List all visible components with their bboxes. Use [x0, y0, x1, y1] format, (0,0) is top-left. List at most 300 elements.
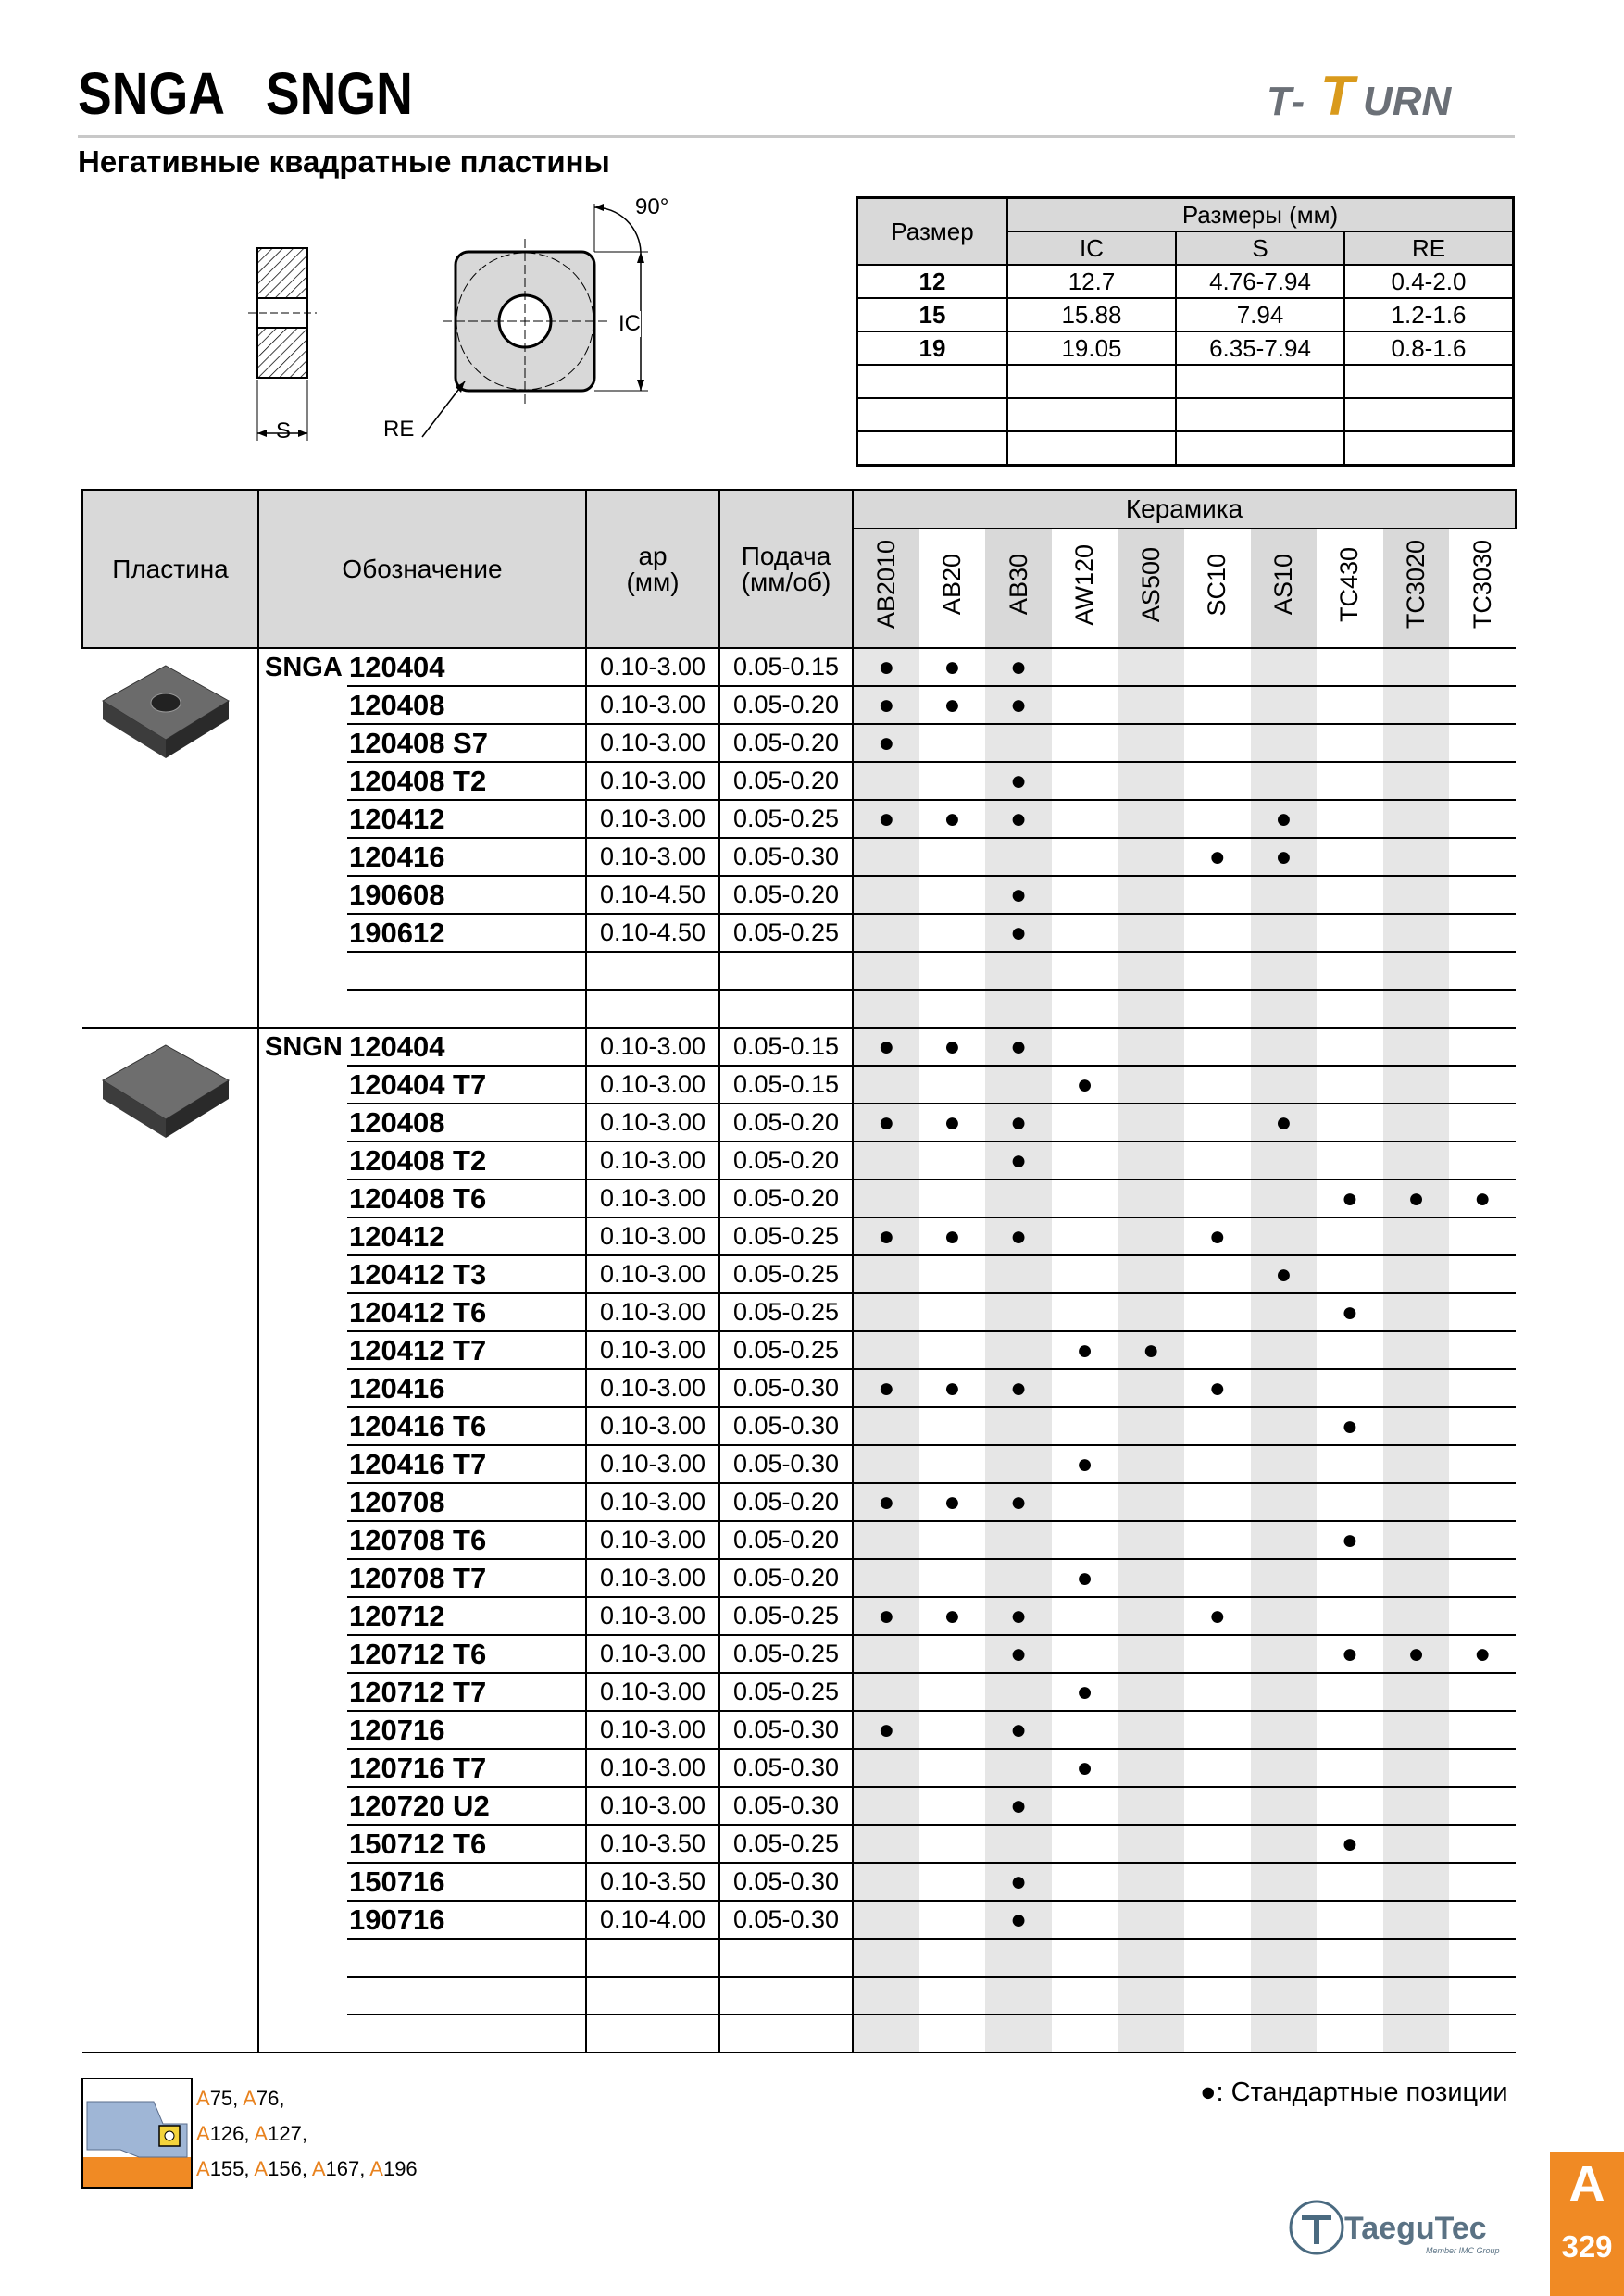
size-table	[856, 196, 1515, 467]
grade-label: AB30	[1004, 554, 1032, 616]
grade-mark-cell	[1052, 1597, 1118, 1635]
grade-mark-cell	[985, 914, 1052, 952]
grade-mark-cell	[1052, 838, 1118, 876]
grade-mark-cell	[985, 1217, 1052, 1255]
page-ref-prefix: A	[254, 2122, 269, 2145]
ap-value: 0.10-3.00	[586, 1217, 719, 1255]
grade-mark-cell	[1052, 1104, 1118, 1142]
grade-mark-cell	[1118, 1028, 1184, 1066]
grade-mark-cell	[919, 686, 986, 724]
ap-value	[586, 2015, 719, 2053]
grade-mark-cell	[1383, 952, 1450, 990]
grade-label: AB2010	[871, 540, 900, 630]
grade-mark-cell	[1251, 1217, 1318, 1255]
standard-mark: ●	[1009, 1486, 1028, 1517]
grade-mark-cell	[1184, 762, 1251, 800]
grade-mark-cell	[1184, 1901, 1251, 1939]
grade-mark-cell	[1251, 914, 1318, 952]
grade-mark-cell	[853, 1104, 919, 1142]
grade-mark-cell	[1052, 1559, 1118, 1597]
grade-mark-cell	[985, 1445, 1052, 1483]
feed-value	[719, 1977, 853, 2015]
grade-mark-cell	[1317, 1977, 1383, 2015]
size-row-empty	[857, 365, 1514, 398]
standard-mark: ●	[1341, 1182, 1359, 1214]
page-references	[196, 2081, 418, 2187]
page-ref-prefix: A	[254, 2157, 269, 2180]
grade-mark-cell	[1449, 914, 1516, 952]
designation-code: 120708 T6	[347, 1521, 586, 1559]
designation-code: 120408 T2	[347, 762, 586, 800]
page-ref-number: 75	[209, 2087, 233, 2110]
grade-mark-cell	[919, 1369, 986, 1407]
grade-mark-cell	[919, 1901, 986, 1939]
grade-mark-cell	[985, 724, 1052, 762]
grade-header	[1118, 529, 1184, 649]
standard-mark: ●	[943, 1220, 961, 1252]
grade-mark-cell	[919, 1825, 986, 1863]
grade-mark-cell	[985, 1635, 1052, 1673]
ap-value: 0.10-3.00	[586, 1369, 719, 1407]
grade-mark-cell	[1317, 1597, 1383, 1635]
family-name: SNGA	[258, 648, 347, 1028]
grade-mark-cell	[1052, 1407, 1118, 1445]
grade-mark-cell	[1317, 1255, 1383, 1293]
ap-value: 0.10-3.00	[586, 1445, 719, 1483]
ap-value	[586, 1977, 719, 2015]
grade-mark-cell	[1052, 1521, 1118, 1559]
ap-value: 0.10-3.00	[586, 800, 719, 838]
feed-value: 0.05-0.20	[719, 1559, 853, 1597]
grade-mark-cell	[1118, 1749, 1184, 1787]
grade-mark-cell	[1052, 1217, 1118, 1255]
grade-mark-cell	[1118, 876, 1184, 914]
grade-mark-cell	[1383, 1104, 1450, 1142]
grade-mark-cell	[1118, 1104, 1184, 1142]
grade-mark-cell	[985, 1711, 1052, 1749]
size-row-empty	[857, 398, 1514, 431]
ap-value: 0.10-3.50	[586, 1863, 719, 1901]
grade-mark-cell	[1449, 648, 1516, 686]
section-letter: A	[1568, 2156, 1605, 2212]
ap-value: 0.10-3.00	[586, 838, 719, 876]
grade-mark-cell	[1118, 1787, 1184, 1825]
ap-value	[586, 952, 719, 990]
grade-mark-cell	[1449, 1179, 1516, 1217]
grade-mark-cell	[985, 876, 1052, 914]
grade-mark-cell	[1383, 1483, 1450, 1521]
grade-mark-cell	[1317, 1217, 1383, 1255]
grade-mark-cell	[1317, 1331, 1383, 1369]
grade-mark-cell	[985, 1787, 1052, 1825]
grade-mark-cell	[1317, 1749, 1383, 1787]
grade-mark-cell	[853, 990, 919, 1028]
grade-mark-cell	[1317, 1559, 1383, 1597]
grade-mark-cell	[985, 1825, 1052, 1863]
s-value: 4.76-7.94	[1176, 265, 1344, 298]
grade-mark-cell	[853, 1863, 919, 1901]
grade-mark-cell	[1184, 1179, 1251, 1217]
grade-mark-cell	[1251, 724, 1318, 762]
ap-value: 0.10-3.00	[586, 1521, 719, 1559]
grade-mark-cell	[1184, 1673, 1251, 1711]
designation-code: 150716	[347, 1863, 586, 1901]
designation-code: 190612	[347, 914, 586, 952]
grade-mark-cell	[1052, 1369, 1118, 1407]
grade-mark-cell	[1383, 1369, 1450, 1407]
grade-mark-cell	[1184, 1863, 1251, 1901]
designation-code: 150712 T6	[347, 1825, 586, 1863]
standard-mark: ●	[943, 1486, 961, 1517]
grade-mark-cell	[1052, 648, 1118, 686]
feed-value: 0.05-0.20	[719, 876, 853, 914]
page-subtitle: Негативные квадратные пластины	[78, 144, 610, 179]
grade-mark-cell	[1184, 1028, 1251, 1066]
grade-mark-cell	[1184, 876, 1251, 914]
grade-mark-cell	[1383, 800, 1450, 838]
grade-mark-cell	[985, 1066, 1052, 1104]
designation-code: 120720 U2	[347, 1787, 586, 1825]
ap-value: 0.10-4.00	[586, 1901, 719, 1939]
ap-value: 0.10-3.00	[586, 1331, 719, 1369]
feed-value	[719, 990, 853, 1028]
grade-mark-cell	[985, 648, 1052, 686]
size-cell-empty	[1344, 398, 1514, 431]
standard-mark: ●	[1009, 689, 1028, 720]
grade-mark-cell	[1449, 1901, 1516, 1939]
grade-mark-cell	[1317, 1293, 1383, 1331]
grade-mark-cell	[853, 724, 919, 762]
col-s: S	[1176, 231, 1344, 265]
grade-mark-cell	[1184, 1104, 1251, 1142]
grade-mark-cell	[1383, 990, 1450, 1028]
standard-mark: ●	[943, 1372, 961, 1404]
grade-mark-cell	[985, 1293, 1052, 1331]
grade-mark-cell	[1383, 1977, 1450, 2015]
re-value: 1.2-1.6	[1344, 298, 1514, 331]
re-value: 0.4-2.0	[1344, 265, 1514, 298]
grade-mark-cell	[1383, 686, 1450, 724]
grade-mark-cell	[1184, 1559, 1251, 1597]
ap-value: 0.10-3.00	[586, 1711, 719, 1749]
grade-mark-cell	[985, 952, 1052, 990]
grade-label: AS500	[1136, 546, 1165, 623]
grade-mark-cell	[1251, 1028, 1318, 1066]
grade-mark-cell	[1383, 724, 1450, 762]
standard-mark: ●	[1009, 879, 1028, 910]
standard-mark: ●	[1275, 1258, 1293, 1290]
grade-mark-cell	[985, 1104, 1052, 1142]
page-ref-number: 196	[382, 2157, 418, 2180]
ap-value: 0.10-3.00	[586, 1635, 719, 1673]
grade-mark-cell	[919, 838, 986, 876]
grade-mark-cell	[1317, 1521, 1383, 1559]
grade-label: AW120	[1070, 543, 1099, 626]
grade-mark-cell	[1052, 914, 1118, 952]
feed-value: 0.05-0.15	[719, 1028, 853, 1066]
grade-mark-cell	[919, 914, 986, 952]
grade-mark-cell	[1184, 724, 1251, 762]
grade-header	[985, 529, 1052, 649]
designation-code: 120408 S7	[347, 724, 586, 762]
standard-mark: ●	[1407, 1638, 1425, 1669]
grade-mark-cell	[1317, 1863, 1383, 1901]
grade-mark-cell	[1251, 1369, 1318, 1407]
designation-code: 120416 T6	[347, 1407, 586, 1445]
grade-mark-cell	[1118, 1901, 1184, 1939]
grade-mark-cell	[1449, 1331, 1516, 1369]
grade-mark-cell	[1251, 1331, 1318, 1369]
grade-mark-cell	[1449, 762, 1516, 800]
grade-mark-cell	[853, 1369, 919, 1407]
grade-mark-cell	[1118, 1673, 1184, 1711]
standard-mark: ●	[1009, 803, 1028, 834]
grade-mark-cell	[853, 1407, 919, 1445]
grade-mark-cell	[1052, 1483, 1118, 1521]
grade-mark-cell	[1317, 1028, 1383, 1066]
grade-mark-cell	[1251, 1597, 1318, 1635]
feed-value: 0.05-0.20	[719, 724, 853, 762]
grade-mark-cell	[1184, 1597, 1251, 1635]
feed-value: 0.05-0.25	[719, 800, 853, 838]
designation-code: 120408	[347, 1104, 586, 1142]
standard-mark: ●	[1143, 1334, 1160, 1366]
grade-mark-cell	[919, 1635, 986, 1673]
grade-mark-cell	[1184, 1483, 1251, 1521]
grade-mark-cell	[985, 1255, 1052, 1293]
standard-mark: ●	[943, 651, 961, 682]
feed-value: 0.05-0.30	[719, 1711, 853, 1749]
standard-mark: ●	[1341, 1410, 1359, 1441]
feed-value: 0.05-0.25	[719, 1217, 853, 1255]
grade-mark-cell	[1052, 1293, 1118, 1331]
grade-mark-cell	[1184, 1293, 1251, 1331]
grade-mark-cell	[1052, 1673, 1118, 1711]
grade-mark-cell	[1383, 1331, 1450, 1369]
grade-mark-cell	[985, 1559, 1052, 1597]
standard-mark: ●	[1341, 1524, 1359, 1555]
grade-mark-cell	[985, 1407, 1052, 1445]
t-turn-logo-text: T-	[1267, 79, 1307, 124]
size-row	[857, 298, 1514, 331]
grade-mark-cell	[1052, 1977, 1118, 2015]
grade-mark-cell	[1449, 2015, 1516, 2053]
standard-mark: ●	[1341, 1638, 1359, 1669]
grade-mark-cell	[1449, 876, 1516, 914]
ap-value: 0.10-3.00	[586, 1028, 719, 1066]
grade-mark-cell	[919, 2015, 986, 2053]
grade-mark-cell	[1184, 1407, 1251, 1445]
grade-label: TC3020	[1402, 540, 1430, 630]
grade-mark-cell	[1052, 1863, 1118, 1901]
product-table	[81, 489, 1517, 2053]
designation-code: 120716 T7	[347, 1749, 586, 1787]
size-header: Размер	[857, 198, 1008, 266]
grade-mark-cell	[1383, 1293, 1450, 1331]
grade-mark-cell	[919, 1066, 986, 1104]
grade-mark-cell	[985, 1028, 1052, 1066]
feed-value: 0.05-0.30	[719, 1407, 853, 1445]
size-cell-empty	[1344, 365, 1514, 398]
grade-mark-cell	[919, 800, 986, 838]
grade-mark-cell	[1184, 1635, 1251, 1673]
grade-mark-cell	[1251, 2015, 1318, 2053]
standard-mark: ●	[878, 1220, 895, 1252]
grade-mark-cell	[1184, 1369, 1251, 1407]
grade-mark-cell	[1383, 762, 1450, 800]
feed-value: 0.05-0.25	[719, 1293, 853, 1331]
feed-value	[719, 952, 853, 990]
designation-code: 120712	[347, 1597, 586, 1635]
grade-mark-cell	[1317, 1939, 1383, 1977]
grade-mark-cell	[1317, 1066, 1383, 1104]
grade-mark-cell	[1118, 2015, 1184, 2053]
grade-mark-cell	[1118, 1521, 1184, 1559]
grade-mark-cell	[919, 1142, 986, 1179]
grade-mark-cell	[853, 1977, 919, 2015]
designation-code: 120708	[347, 1483, 586, 1521]
grade-mark-cell	[1251, 1483, 1318, 1521]
grade-mark-cell	[1317, 1369, 1383, 1407]
grade-mark-cell	[853, 1179, 919, 1217]
ic-value: 12.7	[1007, 265, 1176, 298]
standard-mark: ●	[1407, 1182, 1425, 1214]
grade-mark-cell	[919, 1863, 986, 1901]
grade-mark-cell	[853, 876, 919, 914]
grade-mark-cell	[1449, 1293, 1516, 1331]
size-cell-empty	[857, 398, 1008, 431]
standard-mark: ●	[943, 1106, 961, 1138]
grade-mark-cell	[1317, 1787, 1383, 1825]
grade-mark-cell	[1118, 800, 1184, 838]
feed-value: 0.05-0.30	[719, 1863, 853, 1901]
grade-mark-cell	[1118, 762, 1184, 800]
grade-mark-cell	[1317, 876, 1383, 914]
grade-mark-cell	[1052, 800, 1118, 838]
grade-mark-cell	[1449, 990, 1516, 1028]
designation-code: 190608	[347, 876, 586, 914]
grade-mark-cell	[853, 1711, 919, 1749]
grade-mark-cell	[1052, 1635, 1118, 1673]
grade-mark-cell	[1449, 1977, 1516, 2015]
ap-value	[586, 1939, 719, 1977]
grade-mark-cell	[1118, 1255, 1184, 1293]
grade-mark-cell	[1251, 1521, 1318, 1559]
grade-mark-cell	[1052, 1142, 1118, 1179]
standard-mark: ●	[1341, 1828, 1359, 1859]
grade-mark-cell	[1052, 2015, 1118, 2053]
grade-mark-cell	[1118, 686, 1184, 724]
grade-mark-cell	[853, 1028, 919, 1066]
grade-mark-cell	[1184, 1939, 1251, 1977]
grade-mark-cell	[1184, 2015, 1251, 2053]
grade-mark-cell	[1118, 1635, 1184, 1673]
standard-mark: ●	[1009, 765, 1028, 796]
feed-value: 0.05-0.15	[719, 1066, 853, 1104]
grade-mark-cell	[1184, 1521, 1251, 1559]
page-ref-line: A75, A76,	[196, 2087, 285, 2110]
grade-mark-cell	[1317, 838, 1383, 876]
grade-mark-cell	[853, 1331, 919, 1369]
grade-mark-cell	[985, 1863, 1052, 1901]
size-cell-empty	[1176, 398, 1344, 431]
grade-mark-cell	[919, 1028, 986, 1066]
standard-mark: ●	[1076, 1676, 1093, 1707]
snga-insert-image	[82, 649, 249, 788]
grade-mark-cell	[1184, 1825, 1251, 1863]
grade-mark-cell	[985, 1521, 1052, 1559]
grade-mark-cell	[1449, 1217, 1516, 1255]
standard-mark: ●	[1208, 1600, 1226, 1631]
grade-mark-cell	[1052, 1939, 1118, 1977]
grade-mark-cell	[919, 1559, 986, 1597]
standard-mark: ●	[943, 1030, 961, 1062]
grade-mark-cell	[853, 800, 919, 838]
grade-mark-cell	[1184, 1142, 1251, 1179]
standard-mark: ●	[1009, 1866, 1028, 1897]
designation-code: 120412 T6	[347, 1293, 586, 1331]
grade-mark-cell	[1317, 2015, 1383, 2053]
grade-mark-cell	[985, 838, 1052, 876]
standard-mark: ●	[878, 1714, 895, 1745]
feed-value: 0.05-0.30	[719, 1749, 853, 1787]
grade-mark-cell	[1383, 1217, 1450, 1255]
section-tab	[1550, 2152, 1624, 2296]
page-ref-number: 155	[209, 2157, 244, 2180]
grade-mark-cell	[1251, 1673, 1318, 1711]
grade-mark-cell	[1251, 1863, 1318, 1901]
grade-mark-cell	[1317, 648, 1383, 686]
grade-mark-cell	[853, 1142, 919, 1179]
designation-code: 120416	[347, 838, 586, 876]
grade-mark-cell	[1052, 686, 1118, 724]
grade-mark-cell	[1118, 1559, 1184, 1597]
taegutec-logo-subtext: Member IMC Group	[1426, 2246, 1500, 2255]
standard-mark: ●	[1275, 1106, 1293, 1138]
designation-code	[347, 1977, 586, 2015]
dims-header: Размеры (мм)	[1007, 198, 1514, 232]
feed-value: 0.05-0.30	[719, 1901, 853, 1939]
grade-mark-cell	[985, 800, 1052, 838]
standard-mark: ●	[1076, 1068, 1093, 1100]
grade-mark-cell	[1317, 1483, 1383, 1521]
feed-value: 0.05-0.25	[719, 1255, 853, 1293]
ic-value: 15.88	[1007, 298, 1176, 331]
standard-mark: ●	[1076, 1448, 1093, 1479]
grade-mark-cell	[1383, 1825, 1450, 1863]
ap-value: 0.10-3.00	[586, 1597, 719, 1635]
grade-mark-cell	[985, 762, 1052, 800]
grade-mark-cell	[919, 990, 986, 1028]
grade-mark-cell	[1251, 876, 1318, 914]
grade-mark-cell	[1251, 1255, 1318, 1293]
col-re: RE	[1344, 231, 1514, 265]
grade-mark-cell	[1118, 990, 1184, 1028]
grade-mark-cell	[1052, 1711, 1118, 1749]
grade-mark-cell	[1052, 1066, 1118, 1104]
feed-value: 0.05-0.25	[719, 1673, 853, 1711]
designation-code: 120412	[347, 1217, 586, 1255]
grade-mark-cell	[1317, 686, 1383, 724]
grade-mark-cell	[1449, 1028, 1516, 1066]
grade-mark-cell	[1251, 1635, 1318, 1673]
feed-value: 0.05-0.15	[719, 648, 853, 686]
grade-mark-cell	[985, 1749, 1052, 1787]
grade-mark-cell	[1383, 648, 1450, 686]
grade-mark-cell	[1449, 1369, 1516, 1407]
standard-mark: ●	[943, 689, 961, 720]
feed-value: 0.05-0.20	[719, 1142, 853, 1179]
